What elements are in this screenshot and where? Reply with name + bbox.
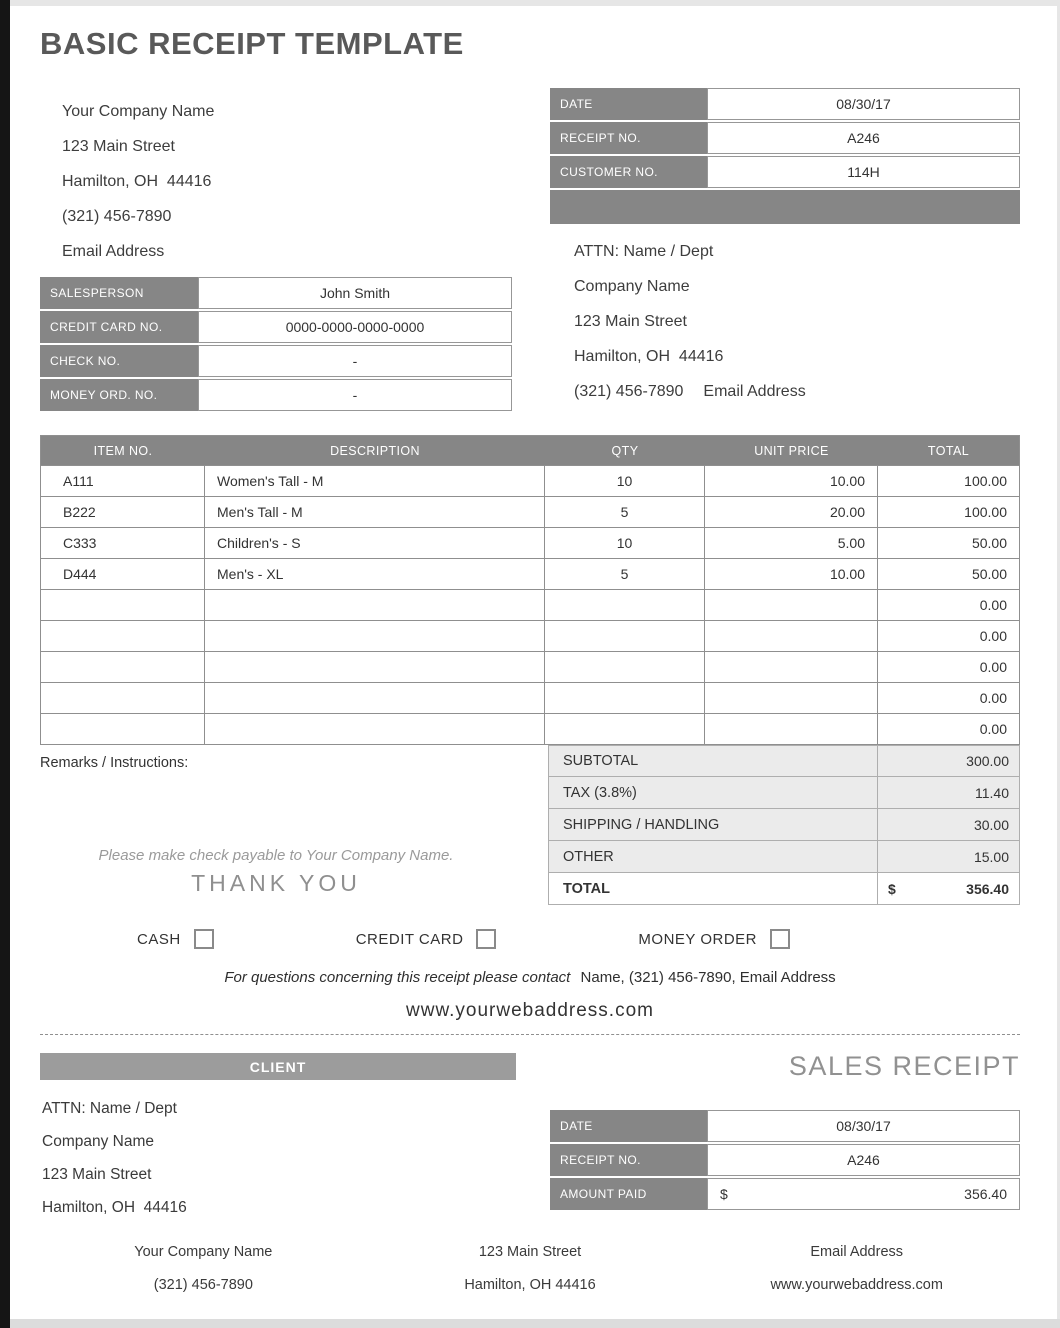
company-email: Email Address [62,243,165,260]
client-details-section [40,1082,1020,1224]
total-cell: 50.00 [971,566,1007,582]
qty-cell [545,621,705,651]
salesperson-label: SALESPERSON [40,277,198,309]
description-cell [205,590,545,620]
bill-to-street: 123 Main Street [574,313,687,330]
sales-receipt-title: SALES RECEIPT [788,1051,1020,1081]
shipping-value: 30.00 [877,809,1019,840]
item-row [41,714,1019,745]
tax-value: 11.40 [877,777,1019,808]
amount-paid-value: 356.40 [964,1186,1007,1202]
footer-contact-col [693,1236,1020,1302]
receipt-no-label: RECEIPT NO. [550,122,707,154]
payment-info-table [40,277,512,411]
client-date-value: 08/30/17 [707,1110,1020,1142]
website-url: www.yourwebaddress.com [406,1000,654,1021]
cash-checkbox[interactable] [194,929,214,949]
info-table-spacer-row [550,190,1020,224]
description-cell: Men's Tall - M [205,497,545,527]
customer-no-value: 114H [707,156,1020,188]
qty-cell [545,683,705,713]
check-no-label: CHECK NO. [40,345,198,377]
items-table [40,435,1020,745]
amount-paid-label: AMOUNT PAID [550,1178,707,1210]
total-cell: 0.00 [979,721,1007,737]
totals-section [40,745,1020,905]
footer-company-name: Your Company Name [134,1244,273,1260]
money-order-no-value: - [198,379,512,411]
remarks-label: Remarks / Instructions: [40,755,189,771]
client-city: Hamilton, OH 44416 [42,1199,187,1216]
qty-cell: 10 [545,466,705,496]
description-cell [205,683,545,713]
client-address-block [40,1092,187,1224]
thank-you-text: THANK YOU [191,870,361,896]
date-label: DATE [550,88,707,120]
footer-email: Email Address [810,1244,904,1260]
total-value: 356.40 [966,880,1009,897]
other-value: 15.00 [877,841,1019,872]
footer-street: 123 Main Street [478,1244,582,1260]
client-company: Company Name [42,1133,154,1150]
company-phone: (321) 456-7890 [62,208,172,225]
item-row [41,652,1019,683]
bill-to-block [550,234,1020,409]
bill-to-city: Hamilton, OH 44416 [574,348,724,365]
tax-row [548,777,1020,809]
qty-cell: 5 [545,559,705,589]
contact-note-info: Name, (321) 456-7890, Email Address [580,969,836,986]
client-attn: ATTN: Name / Dept [42,1100,177,1117]
company-city: Hamilton, OH 44416 [62,173,212,190]
cash-label: CASH [137,930,181,948]
bill-to-phone: (321) 456-7890 [574,383,684,400]
col-header-description: DESCRIPTION [330,443,420,458]
item-row [41,559,1019,590]
qty-cell: 5 [545,497,705,527]
table-row [550,1110,1020,1142]
bill-to-company: Company Name [574,278,690,295]
credit-card-option [356,929,497,949]
cash-option [137,929,214,949]
item-no-cell: B222 [41,497,205,527]
table-row [40,345,512,377]
description-cell [205,714,545,744]
footer-company-col [40,1236,367,1302]
item-no-cell [41,652,205,682]
unit-price-cell [705,714,878,744]
footer-company-phone: (321) 456-7890 [153,1277,253,1293]
page-title: BASIC RECEIPT TEMPLATE [40,26,464,61]
salesperson-value: John Smith [198,277,512,309]
item-row [41,621,1019,652]
description-cell: Men's - XL [205,559,545,589]
item-no-cell [41,714,205,744]
summary-table [548,745,1020,905]
col-header-qty: QTY [611,443,639,458]
items-table-header [41,436,1019,466]
item-row [41,466,1019,497]
credit-card-checkbox[interactable] [476,929,496,949]
item-row [41,683,1019,714]
money-order-checkbox[interactable] [770,929,790,949]
item-row [41,497,1019,528]
total-cell: 0.00 [979,659,1007,675]
subtotal-label: SUBTOTAL [563,753,639,769]
table-row [550,88,1020,120]
total-cell: 50.00 [971,535,1007,551]
money-order-no-label: MONEY ORD. NO. [40,379,198,411]
other-label: OTHER [563,848,614,865]
amount-paid-currency-symbol: $ [720,1186,728,1202]
qty-cell [545,590,705,620]
total-cell: 0.00 [979,690,1007,706]
description-cell: Children's - S [205,528,545,558]
client-receipt-no-label: RECEIPT NO. [550,1144,707,1176]
item-no-cell [41,621,205,651]
unit-price-cell: 10.00 [705,466,878,496]
payment-options-row [40,929,1020,949]
check-payable-note: Please make check payable to Your Company Name. [98,847,454,864]
contact-note [40,969,1020,986]
item-no-cell: A111 [41,466,205,496]
unit-price-cell [705,590,878,620]
company-address-block [40,88,512,269]
table-row [550,1144,1020,1176]
total-currency-symbol: $ [888,880,896,897]
customer-no-label: CUSTOMER NO. [550,156,707,188]
qty-cell [545,714,705,744]
top-section [40,88,1020,413]
description-cell [205,652,545,682]
subtotal-value: 300.00 [877,746,1019,776]
col-header-item-no: ITEM NO. [93,443,153,458]
page-edge-bottom [0,1319,1060,1328]
table-row [40,379,512,411]
subtotal-row [548,745,1020,777]
table-row [550,156,1020,188]
client-receipt-table [550,1110,1020,1224]
client-receipt-no-value: A246 [707,1144,1020,1176]
bill-to-email: Email Address [703,383,806,400]
page-content [40,26,1020,1302]
unit-price-cell: 10.00 [705,559,878,589]
table-row [550,1178,1020,1210]
qty-cell [545,652,705,682]
page-edge-left [0,0,10,1328]
client-section-header [40,1051,1020,1082]
table-row [550,122,1020,154]
table-row [40,311,512,343]
date-value: 08/30/17 [707,88,1020,120]
qty-cell: 10 [545,528,705,558]
client-bar: CLIENT [40,1053,516,1080]
check-no-value: - [198,345,512,377]
total-label: TOTAL [563,880,610,897]
description-cell: Women's Tall - M [205,466,545,496]
contact-note-italic: For questions concerning this receipt please contact [224,969,571,986]
money-order-label: MONEY ORDER [638,930,757,948]
receipt-no-value: A246 [707,122,1020,154]
footer-city: Hamilton, OH 44416 [464,1277,596,1293]
item-row [41,590,1019,621]
client-street: 123 Main Street [42,1166,152,1183]
unit-price-cell: 20.00 [705,497,878,527]
item-no-cell [41,590,205,620]
unit-price-cell [705,621,878,651]
dashed-divider [40,1034,1020,1035]
client-date-label: DATE [550,1110,707,1142]
credit-card-no-label: CREDIT CARD NO. [40,311,198,343]
shipping-row [548,809,1020,841]
col-header-total: TOTAL [927,443,970,458]
item-row [41,528,1019,559]
unit-price-cell [705,683,878,713]
page-edge-top [0,0,1060,6]
credit-card-no-value: 0000-0000-0000-0000 [198,311,512,343]
footer [40,1236,1020,1302]
table-row [40,277,512,309]
item-no-cell [41,683,205,713]
other-row [548,841,1020,873]
total-cell: 100.00 [964,473,1007,489]
total-cell: 0.00 [979,628,1007,644]
unit-price-cell: 5.00 [705,528,878,558]
company-street: 123 Main Street [62,138,175,155]
col-header-unit-price: UNIT PRICE [754,443,829,458]
footer-website: www.yourwebaddress.com [770,1277,943,1293]
total-row [548,873,1020,905]
company-name: Your Company Name [62,103,215,120]
credit-card-label: CREDIT CARD [355,930,464,948]
item-no-cell: D444 [41,559,205,589]
footer-address-col [367,1236,694,1302]
total-cell: 0.00 [979,597,1007,613]
tax-label: TAX (3.8%) [563,784,637,801]
total-cell: 100.00 [964,504,1007,520]
money-order-option [638,929,790,949]
unit-price-cell [705,652,878,682]
receipt-info-table [550,88,1020,224]
description-cell [205,621,545,651]
item-no-cell: C333 [41,528,205,558]
bill-to-attn: ATTN: Name / Dept [574,243,714,260]
shipping-label: SHIPPING / HANDLING [563,816,720,833]
